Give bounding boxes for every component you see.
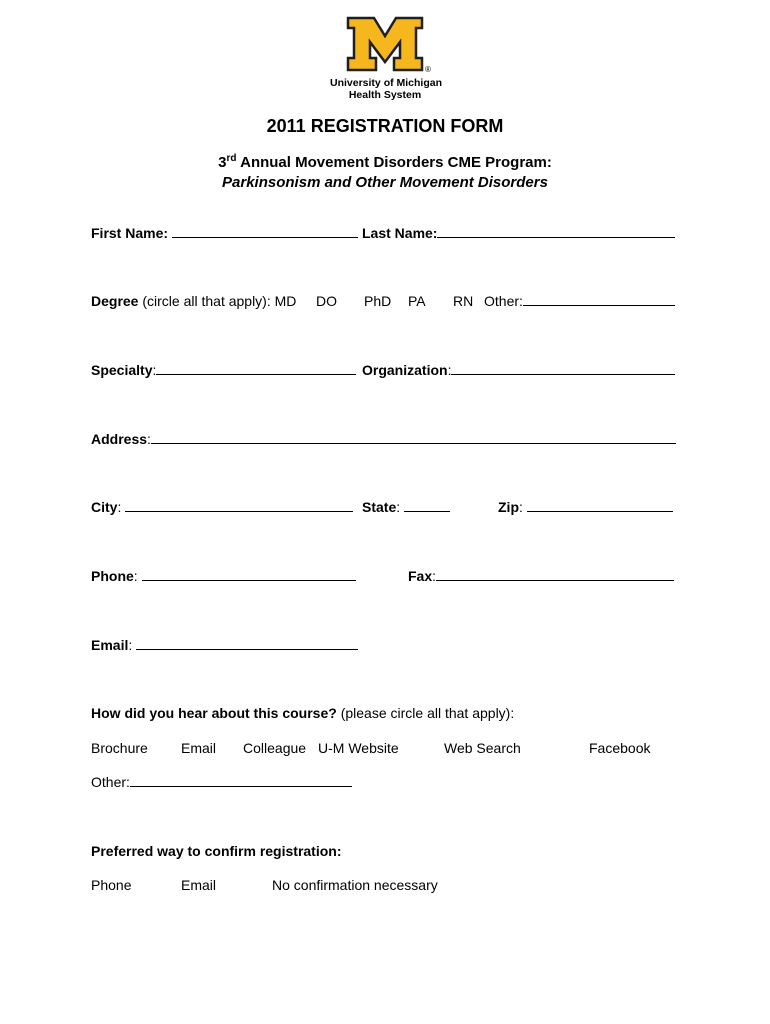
phone-colon: : xyxy=(133,568,138,584)
organization-label: Organization xyxy=(362,362,448,378)
logo-line-1: University of Michigan xyxy=(330,77,443,89)
zip-label: Zip xyxy=(498,499,519,515)
program-topic: Parkinsonism and Other Movement Disorders xyxy=(222,174,548,191)
degree-option-do[interactable]: DO xyxy=(316,293,337,309)
email-label: Email xyxy=(91,637,129,653)
hear-option-web-search[interactable]: Web Search xyxy=(444,740,521,756)
zip-colon: : xyxy=(519,499,523,515)
email-colon: : xyxy=(128,637,133,653)
address-label: Address xyxy=(91,431,148,447)
state-field[interactable] xyxy=(404,499,450,512)
form-title: 2011 REGISTRATION FORM xyxy=(266,116,504,136)
city-label: City xyxy=(91,499,118,515)
program-name xyxy=(0,153,770,171)
specialty-row xyxy=(91,362,356,378)
city-row xyxy=(91,499,353,515)
city-colon: : xyxy=(117,499,122,515)
last-name-row xyxy=(362,225,675,241)
organization-row xyxy=(362,362,675,378)
hear-option-um-website[interactable]: U-M Website xyxy=(318,740,399,756)
degree-option-rn[interactable]: RN xyxy=(453,293,474,309)
zip-field[interactable] xyxy=(527,499,673,512)
phone-row xyxy=(91,568,356,584)
logo-line-2: Health System xyxy=(348,89,422,101)
degree-row xyxy=(91,293,296,309)
fax-field[interactable] xyxy=(436,568,674,581)
first-name-row xyxy=(91,225,358,241)
last-name-field[interactable] xyxy=(437,225,675,238)
state-colon: : xyxy=(396,499,401,515)
degree-note: (circle all that apply): MD xyxy=(138,293,297,309)
degree-other-label: Other: xyxy=(484,293,523,309)
block-m-icon xyxy=(330,14,440,74)
email-row xyxy=(91,637,358,653)
email-field[interactable] xyxy=(136,637,358,650)
address-field[interactable] xyxy=(151,431,676,444)
first-name-field[interactable] xyxy=(172,225,358,238)
hear-note: (please circle all that apply): xyxy=(336,705,515,721)
organization-field[interactable] xyxy=(451,362,675,375)
degree-option-pa[interactable]: PA xyxy=(408,293,426,309)
degree-other-field[interactable] xyxy=(523,293,675,306)
hear-other-field[interactable] xyxy=(130,774,352,787)
hear-other-label: Other: xyxy=(91,774,130,790)
um-health-system-logo xyxy=(330,14,443,101)
confirm-option-email[interactable]: Email xyxy=(181,877,217,893)
hear-other-row xyxy=(91,774,352,790)
state-row xyxy=(362,499,450,515)
fax-colon: : xyxy=(432,568,437,584)
hear-option-brochure[interactable]: Brochure xyxy=(91,740,148,756)
city-field[interactable] xyxy=(125,499,353,512)
ordinal-number: 3 xyxy=(218,154,227,171)
degree-option-phd[interactable]: PhD xyxy=(364,293,392,309)
fax-label: Fax xyxy=(408,568,433,584)
hear-question-row xyxy=(91,705,514,721)
degree-label: Degree xyxy=(91,293,139,309)
organization-colon: : xyxy=(447,362,452,378)
confirm-option-phone[interactable]: Phone xyxy=(91,877,132,893)
program-name-text: Annual Movement Disorders CME Program: xyxy=(236,154,552,171)
hear-option-colleague[interactable]: Colleague xyxy=(243,740,307,756)
zip-row xyxy=(498,499,673,515)
confirm-option-none[interactable]: No confirmation necessary xyxy=(272,877,438,893)
registered-mark: ® xyxy=(425,65,431,74)
state-label: State xyxy=(362,499,397,515)
first-name-label: First Name: xyxy=(91,225,172,241)
degree-other-row xyxy=(484,293,675,309)
specialty-field[interactable] xyxy=(156,362,356,375)
last-name-label: Last Name: xyxy=(362,225,438,241)
hear-option-facebook[interactable]: Facebook xyxy=(589,740,651,756)
specialty-colon: : xyxy=(152,362,157,378)
address-row xyxy=(91,431,676,447)
hear-question: How did you hear about this course? xyxy=(91,705,337,721)
specialty-label: Specialty xyxy=(91,362,153,378)
phone-label: Phone xyxy=(91,568,134,584)
hear-option-email[interactable]: Email xyxy=(181,740,217,756)
confirm-question: Preferred way to confirm registration: xyxy=(91,843,342,859)
address-colon: : xyxy=(147,431,151,447)
ordinal-suffix: rd xyxy=(226,153,237,164)
phone-field[interactable] xyxy=(142,568,356,581)
fax-row xyxy=(408,568,674,584)
